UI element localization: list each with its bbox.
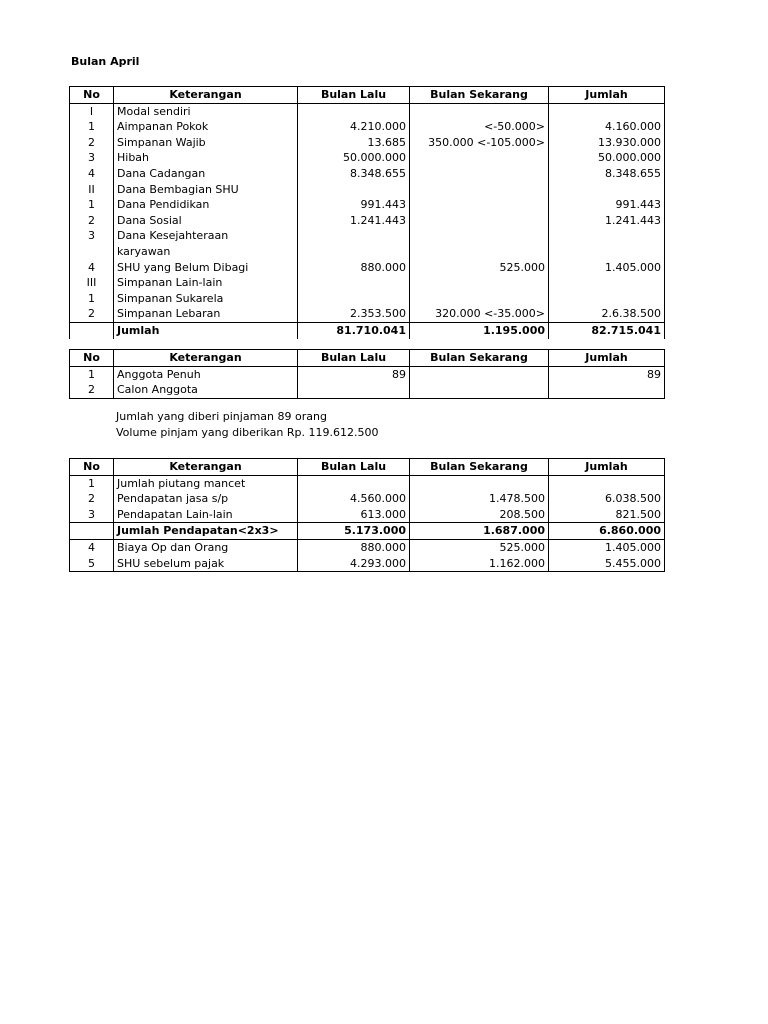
row-jumlah: 991.443	[549, 197, 665, 213]
row-no: III	[70, 275, 114, 291]
row-jumlah	[549, 244, 665, 260]
table-row	[70, 119, 665, 135]
row-bulan-sekarang	[410, 213, 549, 229]
page-title: Bulan April	[71, 55, 140, 68]
row-no: 2	[70, 135, 114, 151]
row-keterangan: SHU yang Belum Dibagi	[114, 260, 298, 276]
row-jumlah	[549, 182, 665, 198]
row-no: 5	[70, 556, 114, 572]
header-bulan-sekarang: Bulan Sekarang	[410, 459, 549, 476]
header-no: No	[70, 459, 114, 476]
row-no: II	[70, 182, 114, 198]
row-keterangan: Dana Bembagian SHU	[114, 182, 298, 198]
row-bulan-sekarang	[410, 197, 549, 213]
row-keterangan: Dana Sosial	[114, 213, 298, 229]
row-no: 1	[70, 197, 114, 213]
row-bulan-sekarang: 320.000 <-35.000>	[410, 306, 549, 322]
header-row	[70, 87, 665, 104]
row-bulan-sekarang	[410, 150, 549, 166]
row-bulan-lalu	[298, 275, 410, 291]
row-jumlah: 89	[549, 366, 665, 382]
loan-volume-note: Volume pinjam yang diberikan Rp. 119.612.500	[116, 426, 379, 439]
total-no-cell	[70, 322, 114, 338]
header-row	[70, 459, 665, 476]
subtotal-label: Jumlah Pendapatan<2x3>	[114, 523, 298, 540]
row-no: 2	[70, 491, 114, 507]
table-row	[70, 475, 665, 491]
row-keterangan: Dana Kesejahteraan	[114, 228, 298, 244]
row-jumlah: 1.405.000	[549, 539, 665, 555]
row-jumlah	[549, 291, 665, 307]
header-bulan-lalu: Bulan Lalu	[298, 459, 410, 476]
row-no	[70, 244, 114, 260]
row-keterangan: Jumlah piutang mancet	[114, 475, 298, 491]
total-row	[70, 322, 665, 338]
row-jumlah: 6.038.500	[549, 491, 665, 507]
row-jumlah: 2.6.38.500	[549, 306, 665, 322]
row-bulan-lalu	[298, 291, 410, 307]
row-keterangan: Pendapatan Lain-lain	[114, 507, 298, 523]
row-keterangan: Pendapatan jasa s/p	[114, 491, 298, 507]
row-no: 4	[70, 539, 114, 555]
row-keterangan: Calon Anggota	[114, 382, 298, 398]
capital-table	[69, 86, 665, 339]
row-bulan-sekarang: 1.162.000	[410, 556, 549, 572]
row-jumlah	[549, 275, 665, 291]
row-keterangan: Anggota Penuh	[114, 366, 298, 382]
row-keterangan: Dana Cadangan	[114, 166, 298, 182]
table-row	[70, 135, 665, 151]
table-row	[70, 182, 665, 198]
row-no: 3	[70, 228, 114, 244]
member-table	[69, 349, 665, 399]
table-row	[70, 244, 665, 260]
row-bulan-lalu	[298, 103, 410, 119]
row-jumlah	[549, 382, 665, 398]
row-jumlah: 1.241.443	[549, 213, 665, 229]
row-no: 2	[70, 213, 114, 229]
header-bulan-sekarang: Bulan Sekarang	[410, 87, 549, 104]
row-jumlah: 13.930.000	[549, 135, 665, 151]
table-row	[70, 366, 665, 382]
row-bulan-sekarang: 525.000	[410, 260, 549, 276]
row-no: 4	[70, 260, 114, 276]
subtotal-row	[70, 523, 665, 540]
total-bulan-lalu: 81.710.041	[298, 322, 410, 338]
row-bulan-sekarang	[410, 291, 549, 307]
row-jumlah	[549, 228, 665, 244]
row-jumlah	[549, 103, 665, 119]
table-row	[70, 260, 665, 276]
row-no: 4	[70, 166, 114, 182]
header-bulan-sekarang: Bulan Sekarang	[410, 350, 549, 367]
row-no: 1	[70, 119, 114, 135]
row-keterangan: Modal sendiri	[114, 103, 298, 119]
row-jumlah: 4.160.000	[549, 119, 665, 135]
table-row	[70, 103, 665, 119]
total-label: Jumlah	[114, 322, 298, 338]
row-bulan-sekarang	[410, 182, 549, 198]
row-bulan-lalu	[298, 382, 410, 398]
row-no: I	[70, 103, 114, 119]
row-jumlah: 1.405.000	[549, 260, 665, 276]
row-bulan-lalu: 4.293.000	[298, 556, 410, 572]
row-bulan-sekarang	[410, 244, 549, 260]
table-row	[70, 507, 665, 523]
header-jumlah: Jumlah	[549, 459, 665, 476]
row-jumlah: 8.348.655	[549, 166, 665, 182]
row-bulan-lalu: 991.443	[298, 197, 410, 213]
table-row	[70, 382, 665, 398]
header-bulan-lalu: Bulan Lalu	[298, 350, 410, 367]
income-table	[69, 458, 665, 572]
table-row	[70, 213, 665, 229]
row-bulan-lalu	[298, 228, 410, 244]
row-no: 2	[70, 382, 114, 398]
header-no: No	[70, 350, 114, 367]
row-keterangan: Simpanan Wajib	[114, 135, 298, 151]
row-bulan-lalu: 8.348.655	[298, 166, 410, 182]
row-keterangan: Simpanan Sukarela	[114, 291, 298, 307]
row-bulan-lalu: 4.560.000	[298, 491, 410, 507]
row-keterangan: Dana Pendidikan	[114, 197, 298, 213]
row-bulan-sekarang	[410, 228, 549, 244]
total-jumlah: 82.715.041	[549, 322, 665, 338]
total-bulan-sekarang: 1.195.000	[410, 322, 549, 338]
table-row	[70, 275, 665, 291]
row-bulan-sekarang: 350.000 <-105.000>	[410, 135, 549, 151]
header-jumlah: Jumlah	[549, 350, 665, 367]
row-keterangan: Simpanan Lain-lain	[114, 275, 298, 291]
subtotal-jumlah: 6.860.000	[549, 523, 665, 540]
row-bulan-sekarang	[410, 366, 549, 382]
row-keterangan: Biaya Op dan Orang	[114, 539, 298, 555]
row-bulan-lalu: 613.000	[298, 507, 410, 523]
row-keterangan: karyawan	[114, 244, 298, 260]
row-keterangan: Simpanan Lebaran	[114, 306, 298, 322]
row-bulan-lalu: 880.000	[298, 260, 410, 276]
row-keterangan: SHU sebelum pajak	[114, 556, 298, 572]
row-bulan-lalu: 2.353.500	[298, 306, 410, 322]
row-no: 1	[70, 291, 114, 307]
row-no: 3	[70, 150, 114, 166]
table-row	[70, 166, 665, 182]
header-no: No	[70, 87, 114, 104]
row-bulan-sekarang	[410, 103, 549, 119]
row-bulan-lalu	[298, 244, 410, 260]
subtotal-bulan-lalu: 5.173.000	[298, 523, 410, 540]
subtotal-no	[70, 523, 114, 540]
row-bulan-lalu: 880.000	[298, 539, 410, 555]
row-bulan-lalu	[298, 182, 410, 198]
header-row	[70, 350, 665, 367]
row-bulan-sekarang: 208.500	[410, 507, 549, 523]
row-no: 2	[70, 306, 114, 322]
table-row	[70, 291, 665, 307]
row-keterangan: Aimpanan Pokok	[114, 119, 298, 135]
row-bulan-lalu: 89	[298, 366, 410, 382]
row-no: 3	[70, 507, 114, 523]
table-row	[70, 556, 665, 572]
table-row	[70, 491, 665, 507]
header-keterangan: Keterangan	[114, 459, 298, 476]
table-row	[70, 150, 665, 166]
header-keterangan: Keterangan	[114, 87, 298, 104]
header-jumlah: Jumlah	[549, 87, 665, 104]
row-jumlah	[549, 475, 665, 491]
row-no: 1	[70, 475, 114, 491]
table-row	[70, 306, 665, 322]
row-bulan-lalu: 13.685	[298, 135, 410, 151]
row-bulan-sekarang	[410, 166, 549, 182]
row-bulan-lalu: 50.000.000	[298, 150, 410, 166]
row-no: 1	[70, 366, 114, 382]
row-jumlah: 5.455.000	[549, 556, 665, 572]
loan-count-note: Jumlah yang diberi pinjaman 89 orang	[116, 410, 327, 423]
table-row	[70, 539, 665, 555]
row-jumlah: 50.000.000	[549, 150, 665, 166]
row-bulan-sekarang: <-50.000>	[410, 119, 549, 135]
row-bulan-lalu	[298, 475, 410, 491]
row-jumlah: 821.500	[549, 507, 665, 523]
row-keterangan: Hibah	[114, 150, 298, 166]
row-bulan-sekarang	[410, 382, 549, 398]
row-bulan-sekarang	[410, 475, 549, 491]
row-bulan-lalu: 4.210.000	[298, 119, 410, 135]
table-row	[70, 197, 665, 213]
row-bulan-lalu: 1.241.443	[298, 213, 410, 229]
row-bulan-sekarang: 525.000	[410, 539, 549, 555]
subtotal-bulan-sekarang: 1.687.000	[410, 523, 549, 540]
row-bulan-sekarang	[410, 275, 549, 291]
header-bulan-lalu: Bulan Lalu	[298, 87, 410, 104]
header-keterangan: Keterangan	[114, 350, 298, 367]
row-bulan-sekarang: 1.478.500	[410, 491, 549, 507]
table-row	[70, 228, 665, 244]
